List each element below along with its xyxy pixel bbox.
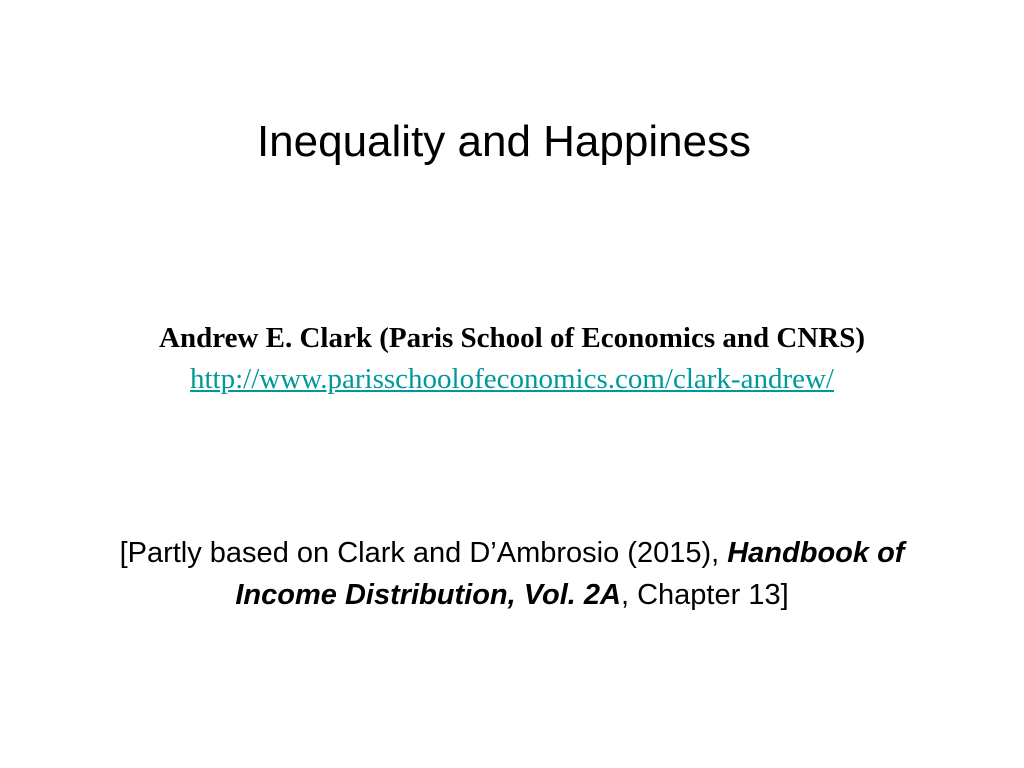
author-url-link[interactable]: http://www.parisschoolofeconomics.com/clark-andrew/ — [190, 363, 834, 395]
author-url-container — [0, 362, 1024, 397]
citation — [30, 532, 994, 616]
citation-suffix: , Chapter 13] — [620, 579, 789, 612]
citation-book-title-part2: Income Distribution, Vol. 2A — [235, 579, 621, 612]
citation-prefix: [Partly based on Clark and D’Ambrosio (2015), — [119, 537, 728, 569]
author-line: Andrew E. Clark (Paris School of Economics and CNRS) — [159, 322, 865, 354]
citation-book-title-part1: Handbook of — [727, 537, 905, 569]
slide-title: Inequality and Happiness — [256, 117, 752, 166]
